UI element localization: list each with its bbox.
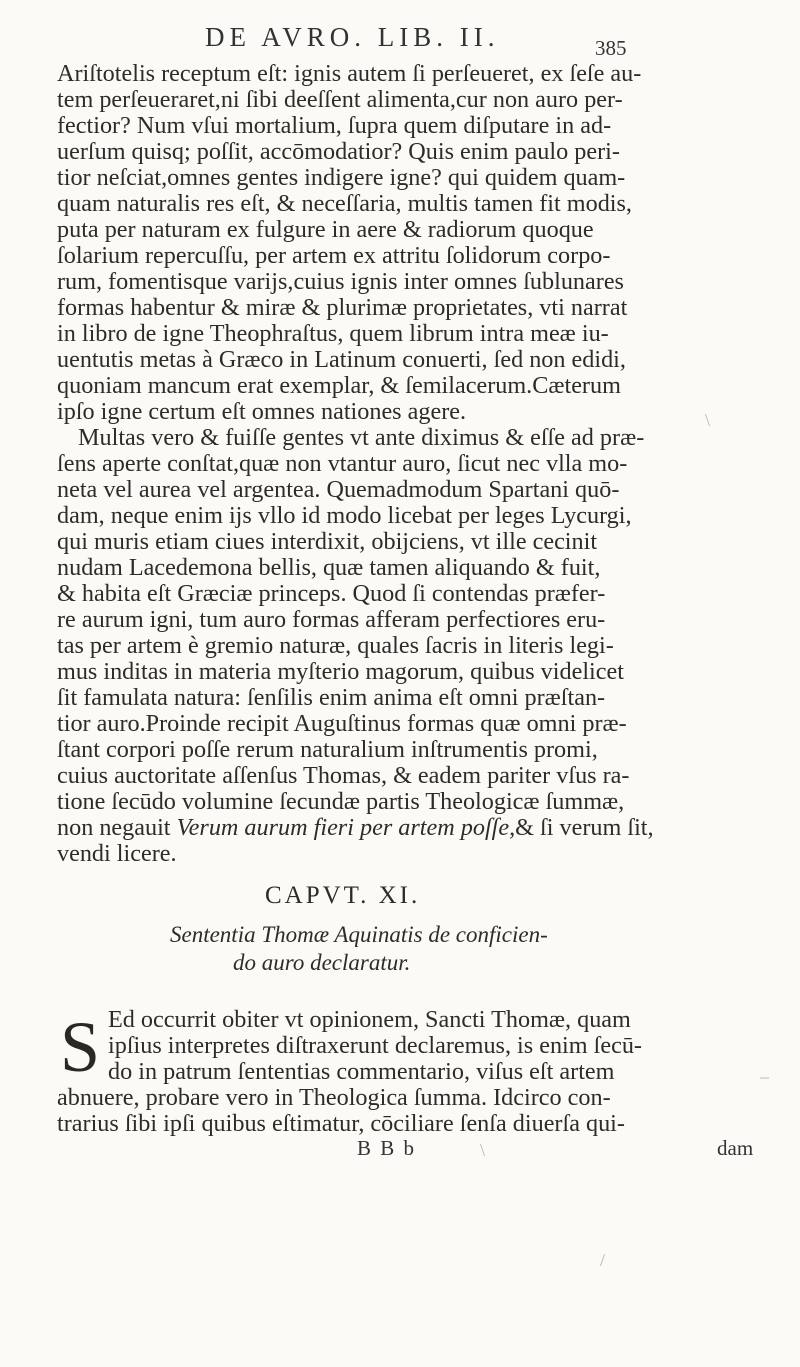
text-line: puta per naturam ex fulgure in aere & radiorum quoque (57, 216, 594, 243)
text-line: trarius ſibi ipſi quibus eſtimatur, cōciliare ſenſa diuerſa qui- (57, 1110, 625, 1137)
text-line: rum, fomentisque varijs,cuius ignis inter omnes ſublunares (57, 268, 624, 295)
text-line: Multas vero & fuiſſe gentes vt ante diximus & eſſe ad præ- (78, 424, 645, 451)
text-line: abnuere, probare vero in Theologica ſumma. Idcirco con- (57, 1084, 611, 1111)
text-line: ſens aperte conſtat,quæ non vtantur auro, ſicut nec vlla mo- (57, 450, 628, 477)
text-line: re aurum igni, tum auro formas afferam perfectiores eru- (57, 606, 606, 633)
text-line: nudam Lacedemona bellis, quæ tamen aliquando & fuit, (57, 554, 601, 581)
paper-speck: \ (480, 1140, 486, 1160)
paper-speck: \ (705, 410, 711, 430)
text-line: fectior? Num vſui mortalium, ſupra quem diſputare in ad- (57, 112, 612, 139)
catchword: dam (717, 1136, 754, 1160)
paper-speck: / (600, 1250, 606, 1270)
text-line: Ariſtotelis receptum eſt: ignis autem ſi perſeueret, ex ſeſe au- (57, 60, 642, 87)
text-line: ipſo igne certum eſt omnes nationes agere. (57, 398, 467, 425)
text-line: ſit famulata natura: ſenſilis enim anima eſt omni præſtan- (57, 684, 606, 711)
text-line: & habita eſt Græciæ princeps. Quod ſi contendas præfer- (57, 580, 606, 607)
running-head: DE AVRO. LIB. II. (205, 22, 500, 52)
text-line: quam naturalis res eſt, & neceſſaria, multis tamen fit modis, (57, 190, 632, 217)
text-line: Ed occurrit obiter vt opinionem, Sancti Thomæ, quam (108, 1006, 631, 1033)
text-line: mus inditas in materia myſterio magorum, quibus videlicet (57, 658, 624, 685)
signature-mark: B B b (357, 1136, 417, 1160)
text-span: non negauit (57, 814, 171, 841)
text-line: ſolarium repercuſſu, per artem ex attritu ſolidorum corpo- (57, 242, 611, 269)
italic-quote: Verum aurum fieri per artem poſſe, (176, 814, 516, 841)
chapter-subtitle: do auro declaratur. (233, 950, 411, 975)
text-line: quoniam mancum erat exemplar, & ſemilacerum.Cæterum (57, 372, 621, 399)
text-line: qui muris etiam ciues interdixit, obijciens, vt ille cecinit (57, 528, 598, 555)
text-line: do in patrum ſententias commentario, viſus eſt artem (108, 1058, 615, 1085)
text-line: tior auro.Proinde recipit Auguſtinus formas quæ omni præ- (57, 710, 627, 737)
text-line: ipſius interpretes diſtraxerunt declaremus, is enim ſecū- (108, 1032, 642, 1059)
text-line: tem perſeueraret,ni ſibi deeſſent alimenta,cur non auro per- (57, 86, 623, 113)
chapter-subtitle: Sententia Thomæ Aquinatis de conficien- (170, 922, 548, 947)
paper-speck: _ (760, 1060, 769, 1080)
text-line: neta vel aurea vel argentea. Quemadmodum Spartani quō- (57, 476, 620, 503)
text-line: ſtant corpori poſſe rerum naturalium inſtrumentis promi, (57, 736, 598, 763)
text-span: & ſi verum ſit, (515, 814, 654, 841)
text-line: vendi licere. (57, 840, 177, 867)
text-line: in libro de igne Theophraſtus, quem librum intra meæ iu- (57, 320, 609, 347)
chapter-title: CAPVT. XI. (265, 882, 421, 909)
page-number: 385 (595, 36, 627, 60)
text-line: formas habentur & miræ & plurimæ proprietates, vti narrat (57, 294, 628, 321)
drop-cap: S (60, 1007, 101, 1087)
text-line: dam, neque enim ijs vllo id modo licebat per leges Lycurgi, (57, 502, 632, 529)
text-line: uentutis metas à Græco in Latinum conuerti, ſed non edidi, (57, 346, 626, 373)
text-line: tior neſciat,omnes gentes indigere igne? qui quidem quam- (57, 164, 626, 191)
text-line: uerſum quisq; poſſit, accōmodatior? Quis enim paulo peri- (57, 138, 620, 165)
text-line: cuius auctoritate aſſenſus Thomas, & eadem pariter vſus ra- (57, 762, 630, 789)
text-line: tas per artem è gremio naturæ, quales ſacris in literis legi- (57, 632, 614, 659)
text-line: tione ſecūdo volumine ſecundæ partis Theologicæ ſummæ, (57, 788, 625, 815)
text-line (57, 815, 777, 841)
